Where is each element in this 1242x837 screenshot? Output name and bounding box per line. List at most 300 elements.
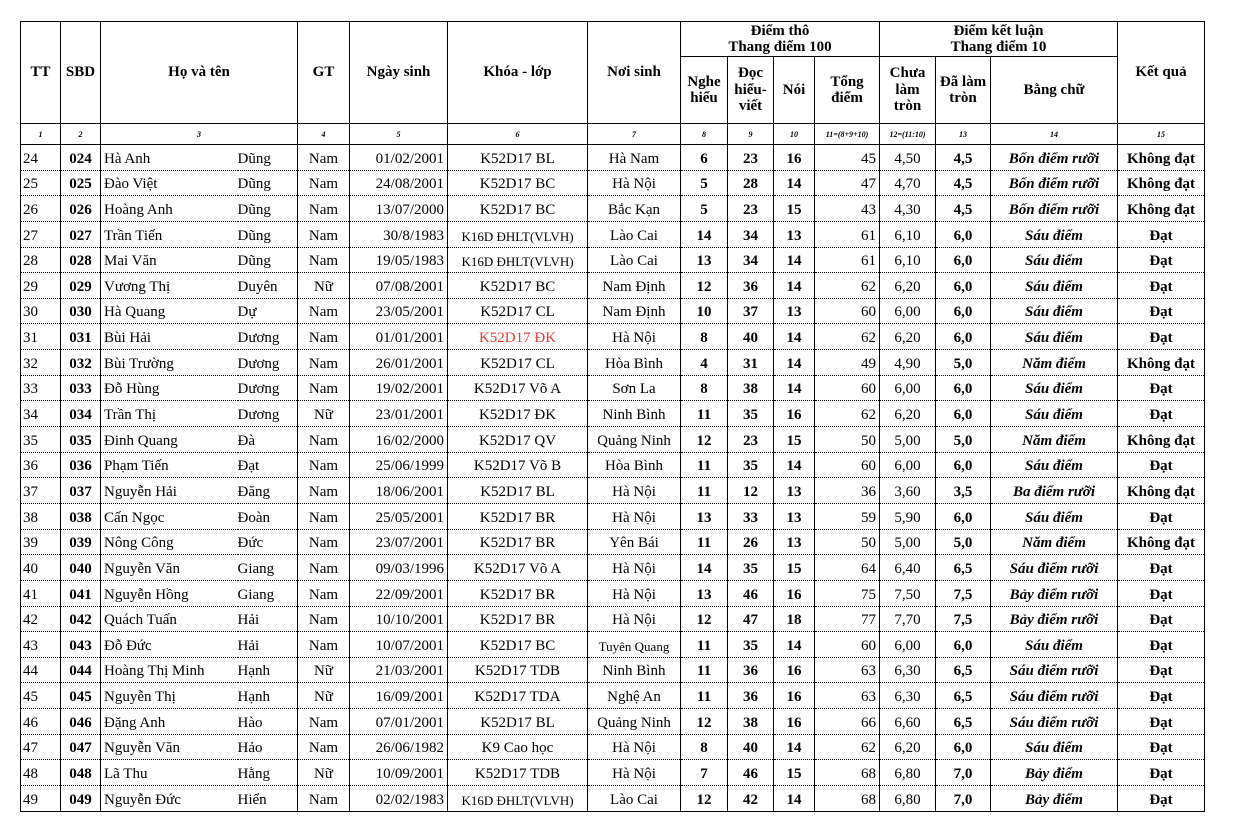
bang-chu-cell: Sáu điểm rưỡi (991, 683, 1118, 709)
da-lam-tron-cell: 6,0 (936, 324, 991, 350)
ho-cell: Quách Tuấn (101, 606, 238, 632)
tt-cell: 36 (21, 452, 61, 478)
ngay-sinh-cell: 23/05/2001 (350, 298, 448, 324)
ten-cell: Dương (238, 401, 298, 427)
nghe-hieu-cell: 12 (681, 786, 728, 812)
tt-cell: 44 (21, 657, 61, 683)
bang-chu-cell: Năm điểm (991, 427, 1118, 453)
noi-sinh-cell: Hòa Bình (588, 350, 681, 376)
ket-qua-cell: Không đạt (1118, 350, 1205, 376)
bang-chu-cell: Bốn điểm rưỡi (991, 196, 1118, 222)
doc-hieu-viet-cell: 33 (728, 503, 774, 529)
tong-diem-cell: 50 (815, 529, 880, 555)
column-index: 2 (61, 124, 101, 145)
noi-cell: 14 (774, 170, 815, 196)
ngay-sinh-cell: 25/06/1999 (350, 452, 448, 478)
da-lam-tron-cell: 6,0 (936, 247, 991, 273)
table-row (21, 221, 1205, 247)
noi-cell: 14 (774, 247, 815, 273)
tong-diem-cell: 75 (815, 580, 880, 606)
noi-cell: 13 (774, 298, 815, 324)
khoa-lop-cell: K52D17 BR (448, 503, 588, 529)
tt-cell: 26 (21, 196, 61, 222)
ket-qua-cell: Không đạt (1118, 478, 1205, 504)
column-index: 9 (728, 124, 774, 145)
ten-cell: Dương (238, 375, 298, 401)
nghe-hieu-cell: 11 (681, 632, 728, 658)
ngay-sinh-cell: 26/06/1982 (350, 734, 448, 760)
tong-diem-cell: 68 (815, 760, 880, 786)
sbd-cell: 028 (61, 247, 101, 273)
ket-qua-cell: Đạt (1118, 324, 1205, 350)
gt-cell: Nam (298, 221, 350, 247)
ten-cell: Duyên (238, 273, 298, 299)
ten-cell: Hải (238, 606, 298, 632)
noi-sinh-cell: Hà Nội (588, 478, 681, 504)
tong-diem-cell: 43 (815, 196, 880, 222)
noi-cell: 14 (774, 375, 815, 401)
ten-cell: Dương (238, 350, 298, 376)
tong-diem-cell: 49 (815, 350, 880, 376)
noi-cell: 18 (774, 606, 815, 632)
bang-chu-cell: Sáu điểm (991, 401, 1118, 427)
da-lam-tron-cell: 7,0 (936, 760, 991, 786)
ket-qua-cell: Đạt (1118, 375, 1205, 401)
table-row (21, 734, 1205, 760)
table-row (21, 145, 1205, 171)
noi-sinh-cell: Quảng Ninh (588, 427, 681, 453)
ten-cell: Hào (238, 709, 298, 735)
ten-cell: Dũng (238, 170, 298, 196)
gt-cell: Nam (298, 170, 350, 196)
header-ket-qua: Kết quả (1118, 22, 1205, 124)
noi-cell: 16 (774, 709, 815, 735)
tt-cell: 25 (21, 170, 61, 196)
column-index: 8 (681, 124, 728, 145)
da-lam-tron-cell: 6,5 (936, 683, 991, 709)
tt-cell: 24 (21, 145, 61, 171)
ho-cell: Đào Việt (101, 170, 238, 196)
ngay-sinh-cell: 07/08/2001 (350, 273, 448, 299)
tong-diem-cell: 60 (815, 632, 880, 658)
ket-qua-cell: Không đạt (1118, 529, 1205, 555)
ket-qua-cell: Đạt (1118, 247, 1205, 273)
table-row (21, 401, 1205, 427)
ngay-sinh-cell: 01/02/2001 (350, 145, 448, 171)
chua-lam-tron-cell: 5,00 (880, 529, 936, 555)
bang-chu-cell: Bốn điểm rưỡi (991, 145, 1118, 171)
tt-cell: 35 (21, 427, 61, 453)
header-chua-lam-tron: Chưa làm tròn (880, 57, 936, 124)
column-index-row (21, 124, 1205, 145)
khoa-lop-cell: K52D17 QV (448, 427, 588, 453)
doc-hieu-viet-cell: 35 (728, 452, 774, 478)
tong-diem-cell: 60 (815, 298, 880, 324)
khoa-lop-cell: K52D17 Võ B (448, 452, 588, 478)
gt-cell: Nam (298, 734, 350, 760)
doc-hieu-viet-cell: 35 (728, 632, 774, 658)
gt-cell: Nữ (298, 760, 350, 786)
doc-hieu-viet-cell: 23 (728, 427, 774, 453)
doc-hieu-viet-cell: 36 (728, 273, 774, 299)
da-lam-tron-cell: 5,0 (936, 427, 991, 453)
ket-qua-cell: Đạt (1118, 401, 1205, 427)
gt-cell: Nam (298, 247, 350, 273)
nghe-hieu-cell: 11 (681, 657, 728, 683)
ho-cell: Hà Quang (101, 298, 238, 324)
khoa-lop-cell: K9 Cao học (448, 734, 588, 760)
da-lam-tron-cell: 5,0 (936, 529, 991, 555)
noi-cell: 13 (774, 221, 815, 247)
gt-cell: Nam (298, 606, 350, 632)
ten-cell: Dự (238, 298, 298, 324)
doc-hieu-viet-cell: 36 (728, 683, 774, 709)
chua-lam-tron-cell: 6,40 (880, 555, 936, 581)
da-lam-tron-cell: 6,0 (936, 221, 991, 247)
sbd-cell: 046 (61, 709, 101, 735)
ho-cell: Mai Văn (101, 247, 238, 273)
doc-hieu-viet-cell: 38 (728, 709, 774, 735)
doc-hieu-viet-cell: 12 (728, 478, 774, 504)
noi-sinh-cell: Hà Nội (588, 734, 681, 760)
doc-hieu-viet-cell: 34 (728, 247, 774, 273)
table-row (21, 324, 1205, 350)
bang-chu-cell: Sáu điểm rưỡi (991, 555, 1118, 581)
bang-chu-cell: Bảy điểm (991, 760, 1118, 786)
sbd-cell: 038 (61, 503, 101, 529)
table-row (21, 375, 1205, 401)
chua-lam-tron-cell: 6,30 (880, 657, 936, 683)
ket-qua-cell: Đạt (1118, 273, 1205, 299)
khoa-lop-cell: K52D17 Võ A (448, 555, 588, 581)
ngay-sinh-cell: 30/8/1983 (350, 221, 448, 247)
chua-lam-tron-cell: 5,00 (880, 427, 936, 453)
ket-qua-cell: Đạt (1118, 709, 1205, 735)
bang-chu-cell: Năm điểm (991, 529, 1118, 555)
noi-sinh-cell: Hà Nội (588, 503, 681, 529)
gt-cell: Nam (298, 324, 350, 350)
table-row (21, 196, 1205, 222)
noi-sinh-cell: Hà Nội (588, 760, 681, 786)
ngay-sinh-cell: 01/01/2001 (350, 324, 448, 350)
table-row (21, 786, 1205, 812)
gt-cell: Nam (298, 196, 350, 222)
da-lam-tron-cell: 6,5 (936, 555, 991, 581)
noi-sinh-cell: Hà Nội (588, 324, 681, 350)
ket-qua-cell: Đạt (1118, 786, 1205, 812)
ho-cell: Đỗ Hùng (101, 375, 238, 401)
noi-sinh-cell: Nam Định (588, 273, 681, 299)
nghe-hieu-cell: 10 (681, 298, 728, 324)
table-row (21, 273, 1205, 299)
tong-diem-cell: 60 (815, 375, 880, 401)
gt-cell: Nữ (298, 401, 350, 427)
ngay-sinh-cell: 22/09/2001 (350, 580, 448, 606)
gt-cell: Nam (298, 709, 350, 735)
column-index: 5 (350, 124, 448, 145)
ket-qua-cell: Đạt (1118, 221, 1205, 247)
da-lam-tron-cell: 6,5 (936, 657, 991, 683)
tong-diem-cell: 63 (815, 683, 880, 709)
chua-lam-tron-cell: 6,80 (880, 760, 936, 786)
header-ket-luan-line1: Điểm kết luận (953, 22, 1044, 39)
chua-lam-tron-cell: 6,20 (880, 324, 936, 350)
gt-cell: Nam (298, 298, 350, 324)
ho-cell: Trần Thị (101, 401, 238, 427)
gt-cell: Nam (298, 145, 350, 171)
tong-diem-cell: 62 (815, 734, 880, 760)
ten-cell: Dương (238, 324, 298, 350)
bang-chu-cell: Sáu điểm (991, 221, 1118, 247)
noi-sinh-cell: Hòa Bình (588, 452, 681, 478)
ho-cell: Nguyễn Hải (101, 478, 238, 504)
khoa-lop-cell: K52D17 BR (448, 580, 588, 606)
ho-cell: Vương Thị (101, 273, 238, 299)
bang-chu-cell: Bảy điểm (991, 786, 1118, 812)
bang-chu-cell: Bảy điểm rưỡi (991, 606, 1118, 632)
ho-cell: Nguyễn Đức (101, 786, 238, 812)
ho-cell: Nông Công (101, 529, 238, 555)
tt-cell: 42 (21, 606, 61, 632)
column-index: 15 (1118, 124, 1205, 145)
chua-lam-tron-cell: 7,50 (880, 580, 936, 606)
noi-sinh-cell: Quảng Ninh (588, 709, 681, 735)
table-row (21, 529, 1205, 555)
ho-cell: Đinh Quang (101, 427, 238, 453)
ten-cell: Dũng (238, 247, 298, 273)
ten-cell: Dũng (238, 196, 298, 222)
column-index: 7 (588, 124, 681, 145)
tt-cell: 40 (21, 555, 61, 581)
chua-lam-tron-cell: 6,20 (880, 734, 936, 760)
doc-hieu-viet-cell: 36 (728, 657, 774, 683)
bang-chu-cell: Sáu điểm (991, 324, 1118, 350)
noi-cell: 13 (774, 529, 815, 555)
doc-hieu-viet-cell: 46 (728, 580, 774, 606)
ho-cell: Nguyễn Hồng (101, 580, 238, 606)
bang-chu-cell: Sáu điểm (991, 734, 1118, 760)
nghe-hieu-cell: 12 (681, 427, 728, 453)
sbd-cell: 034 (61, 401, 101, 427)
results-table (20, 21, 1205, 812)
header-ket-luan (880, 22, 1118, 57)
table-row (21, 170, 1205, 196)
header-da-lam-tron: Đã làm tròn (936, 57, 991, 124)
tt-cell: 29 (21, 273, 61, 299)
doc-hieu-viet-cell: 47 (728, 606, 774, 632)
noi-cell: 15 (774, 427, 815, 453)
table-row (21, 452, 1205, 478)
ket-qua-cell: Không đạt (1118, 170, 1205, 196)
noi-sinh-cell: Sơn La (588, 375, 681, 401)
noi-sinh-cell: Hà Nội (588, 606, 681, 632)
chua-lam-tron-cell: 4,70 (880, 170, 936, 196)
ngay-sinh-cell: 02/02/1983 (350, 786, 448, 812)
ten-cell: Dũng (238, 221, 298, 247)
ket-qua-cell: Đạt (1118, 555, 1205, 581)
sbd-cell: 029 (61, 273, 101, 299)
noi-sinh-cell: Lào Cai (588, 247, 681, 273)
ngay-sinh-cell: 16/09/2001 (350, 683, 448, 709)
sbd-cell: 032 (61, 350, 101, 376)
tt-cell: 33 (21, 375, 61, 401)
khoa-lop-cell: K52D17 BL (448, 709, 588, 735)
doc-hieu-viet-cell: 46 (728, 760, 774, 786)
ho-cell: Đỗ Đức (101, 632, 238, 658)
ho-cell: Bùi Hải (101, 324, 238, 350)
da-lam-tron-cell: 6,0 (936, 401, 991, 427)
tt-cell: 39 (21, 529, 61, 555)
noi-sinh-cell: Hà Nội (588, 580, 681, 606)
noi-sinh-cell: Yên Bái (588, 529, 681, 555)
tong-diem-cell: 64 (815, 555, 880, 581)
noi-sinh-cell: Nam Định (588, 298, 681, 324)
ngay-sinh-cell: 10/10/2001 (350, 606, 448, 632)
khoa-lop-cell: K52D17 CL (448, 350, 588, 376)
ket-qua-cell: Đạt (1118, 452, 1205, 478)
doc-hieu-viet-cell: 28 (728, 170, 774, 196)
noi-cell: 15 (774, 760, 815, 786)
ket-qua-cell: Không đạt (1118, 145, 1205, 171)
da-lam-tron-cell: 6,0 (936, 298, 991, 324)
khoa-lop-cell: K52D17 BL (448, 145, 588, 171)
tong-diem-cell: 61 (815, 221, 880, 247)
doc-hieu-viet-cell: 37 (728, 298, 774, 324)
ngay-sinh-cell: 10/09/2001 (350, 760, 448, 786)
chua-lam-tron-cell: 6,20 (880, 401, 936, 427)
column-index: 12=(11:10) (880, 124, 936, 145)
bang-chu-cell: Sáu điểm rưỡi (991, 657, 1118, 683)
ket-qua-cell: Không đạt (1118, 427, 1205, 453)
sbd-cell: 026 (61, 196, 101, 222)
tong-diem-cell: 77 (815, 606, 880, 632)
khoa-lop-cell: K52D17 BC (448, 196, 588, 222)
da-lam-tron-cell: 6,0 (936, 503, 991, 529)
nghe-hieu-cell: 12 (681, 709, 728, 735)
noi-cell: 14 (774, 632, 815, 658)
sbd-cell: 047 (61, 734, 101, 760)
sbd-cell: 041 (61, 580, 101, 606)
bang-chu-cell: Sáu điểm (991, 452, 1118, 478)
gt-cell: Nam (298, 350, 350, 376)
noi-cell: 14 (774, 324, 815, 350)
noi-sinh-cell: Hà Nội (588, 170, 681, 196)
noi-sinh-cell: Tuyên Quang (588, 632, 681, 658)
noi-sinh-cell: Hà Nội (588, 555, 681, 581)
sbd-cell: 043 (61, 632, 101, 658)
noi-cell: 15 (774, 555, 815, 581)
sbd-cell: 024 (61, 145, 101, 171)
nghe-hieu-cell: 12 (681, 606, 728, 632)
ngay-sinh-cell: 21/03/2001 (350, 657, 448, 683)
nghe-hieu-cell: 8 (681, 375, 728, 401)
ho-cell: Đặng Anh (101, 709, 238, 735)
column-index: 13 (936, 124, 991, 145)
ket-qua-cell: Đạt (1118, 657, 1205, 683)
bang-chu-cell: Sáu điểm (991, 503, 1118, 529)
noi-sinh-cell: Lào Cai (588, 221, 681, 247)
table-row (21, 632, 1205, 658)
chua-lam-tron-cell: 6,00 (880, 375, 936, 401)
student-rows (21, 145, 1205, 812)
da-lam-tron-cell: 4,5 (936, 145, 991, 171)
gt-cell: Nam (298, 503, 350, 529)
chua-lam-tron-cell: 6,20 (880, 273, 936, 299)
doc-hieu-viet-cell: 26 (728, 529, 774, 555)
gt-cell: Nữ (298, 657, 350, 683)
noi-cell: 14 (774, 452, 815, 478)
header-doc-hieu-viet: Đọc hiểu-viết (728, 57, 774, 124)
ngay-sinh-cell: 19/02/2001 (350, 375, 448, 401)
header-nghe-hieu: Nghe hiểu (681, 57, 728, 124)
header-ket-luan-line2: Thang điểm 10 (950, 39, 1047, 55)
table-row (21, 580, 1205, 606)
sbd-cell: 027 (61, 221, 101, 247)
nghe-hieu-cell: 11 (681, 683, 728, 709)
chua-lam-tron-cell: 3,60 (880, 478, 936, 504)
table-row (21, 298, 1205, 324)
sbd-cell: 033 (61, 375, 101, 401)
sbd-cell: 042 (61, 606, 101, 632)
ho-cell: Hà Anh (101, 145, 238, 171)
tong-diem-cell: 50 (815, 427, 880, 453)
ten-cell: Hiển (238, 786, 298, 812)
noi-cell: 16 (774, 401, 815, 427)
ngay-sinh-cell: 25/05/2001 (350, 503, 448, 529)
sbd-cell: 044 (61, 657, 101, 683)
tt-cell: 47 (21, 734, 61, 760)
chua-lam-tron-cell: 6,30 (880, 683, 936, 709)
ten-cell: Hải (238, 632, 298, 658)
doc-hieu-viet-cell: 42 (728, 786, 774, 812)
tt-cell: 49 (21, 786, 61, 812)
column-index: 11=(8+9+10) (815, 124, 880, 145)
doc-hieu-viet-cell: 35 (728, 555, 774, 581)
noi-cell: 15 (774, 196, 815, 222)
ten-cell: Đăng (238, 478, 298, 504)
ket-qua-cell: Đạt (1118, 760, 1205, 786)
noi-cell: 14 (774, 786, 815, 812)
tong-diem-cell: 61 (815, 247, 880, 273)
khoa-lop-cell: K52D17 TDB (448, 657, 588, 683)
tt-cell: 41 (21, 580, 61, 606)
gt-cell: Nữ (298, 273, 350, 299)
ket-qua-cell: Đạt (1118, 298, 1205, 324)
tt-cell: 48 (21, 760, 61, 786)
khoa-lop-cell: K52D17 BC (448, 273, 588, 299)
ten-cell: Hạnh (238, 657, 298, 683)
ngay-sinh-cell: 23/07/2001 (350, 529, 448, 555)
khoa-lop-cell: K52D17 BL (448, 478, 588, 504)
sbd-cell: 035 (61, 427, 101, 453)
column-index: 1 (21, 124, 61, 145)
table-row (21, 760, 1205, 786)
table-row (21, 350, 1205, 376)
khoa-lop-cell: K52D17 TDB (448, 760, 588, 786)
noi-cell: 13 (774, 478, 815, 504)
noi-cell: 14 (774, 350, 815, 376)
tt-cell: 34 (21, 401, 61, 427)
chua-lam-tron-cell: 6,00 (880, 632, 936, 658)
chua-lam-tron-cell: 4,50 (880, 145, 936, 171)
header-gt: GT (298, 22, 350, 124)
ten-cell: Đức (238, 529, 298, 555)
ho-cell: Lã Thu (101, 760, 238, 786)
header-ngay-sinh: Ngày sinh (350, 22, 448, 124)
chua-lam-tron-cell: 6,10 (880, 247, 936, 273)
table-row (21, 606, 1205, 632)
ket-qua-cell: Đạt (1118, 606, 1205, 632)
